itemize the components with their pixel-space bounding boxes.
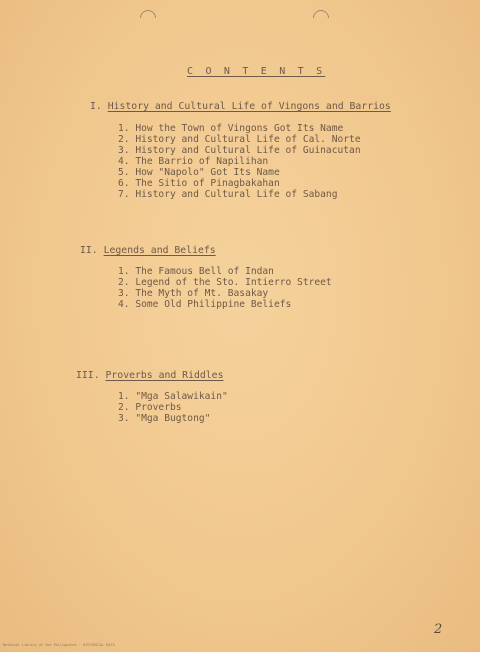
section-3-item-1: 1. "Mga Salawikain" [118,391,228,402]
punch-hole-left [137,7,160,30]
section-2-item-3: 3. The Myth of Mt. Basakay [118,288,269,299]
page-number: 2 [434,622,443,637]
contents-title: C O N T E N T S [187,66,326,77]
section-2-item-1: 1. The Famous Bell of Indan [118,266,274,277]
section-3-item-3: 3. "Mga Bugtong" [118,413,211,424]
section-3-title: Proverbs and Riddles [105,370,224,381]
punch-hole-right [310,7,333,30]
section-2-item-2: 2. Legend of the Sto. Intierro Street [118,277,332,288]
section-1-title: History and Cultural Life of Vingons and Barrios [107,101,391,112]
section-2-item-4: 4. Some Old Philippine Beliefs [118,299,292,310]
section-1-item-4: 4. The Barrio of Napilihan [118,156,269,167]
section-1-item-6: 6. The Sitio of Pinagbakahan [118,178,280,189]
section-1-number: I. [90,101,102,112]
section-2-title: Legends and Beliefs [103,245,216,256]
section-2-heading [80,245,216,256]
section-1-heading [90,101,391,112]
section-3-heading [76,370,223,381]
section-1-item-7: 7. History and Cultural Life of Sabang [118,189,338,200]
section-1-item-5: 5. How "Napolo" Got Its Name [118,167,280,178]
section-3-item-2: 2. Proverbs [118,402,182,413]
section-1-item-3: 3. History and Cultural Life of Guinacutan [118,145,361,156]
section-3-number: III. [76,370,100,381]
section-1-item-1: 1. How the Town of Vingons Got Its Name [118,123,344,134]
footer-text: National Library of the Philippines · HISTORICAL DATA [3,643,115,647]
section-2-number: II. [80,245,98,256]
section-1-item-2: 2. History and Cultural Life of Cal. Norte [118,134,361,145]
